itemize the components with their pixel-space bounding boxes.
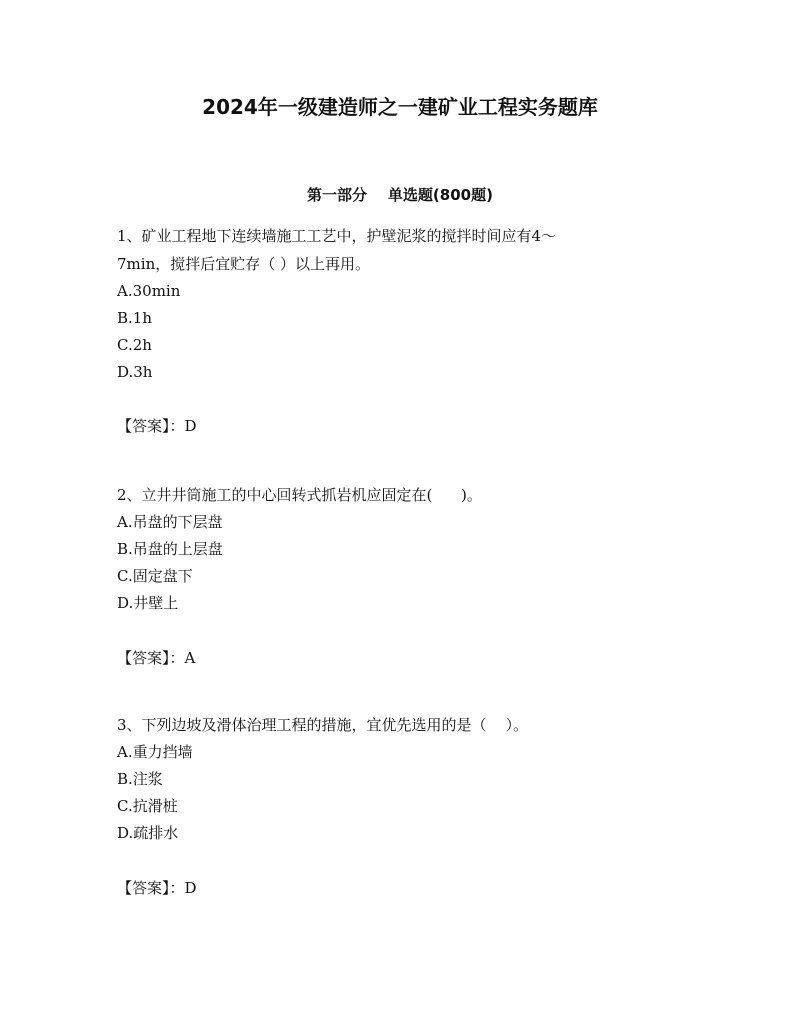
question-2-answer: 【答案】：A [117, 649, 196, 667]
question-2-option-d: D.井壁上 [117, 594, 179, 612]
question-1-option-c: C.2h [117, 336, 152, 354]
question-3-text: 3、下列边坡及滑体治理工程的措施，宜优先选用的是（ ）。 [117, 716, 529, 734]
question-1-answer: 【答案】：D [117, 417, 197, 435]
section-heading: 第一部分 单选题(800题) [307, 186, 493, 204]
question-3-option-c: C.抗滑桩 [117, 797, 178, 815]
question-1-option-d: D.3h [117, 363, 153, 381]
question-1 [117, 222, 677, 386]
question-3 [117, 711, 677, 847]
question-3-option-a: A.重力挡墙 [117, 743, 193, 761]
question-2-option-c: C.固定盘下 [117, 567, 193, 585]
question-3-option-b: B.注浆 [117, 770, 163, 788]
question-2-option-a: A.吊盘的下层盘 [117, 513, 223, 531]
question-1-option-b: B.1h [117, 309, 152, 327]
question-3-answer: 【答案】：D [117, 879, 197, 897]
question-3-option-d: D.疏排水 [117, 824, 179, 842]
question-2-text: 2、立井井筒施工的中心回转式抓岩机应固定在( )。 [117, 486, 482, 504]
question-1-text-line-2: 7min，搅拌后宜贮存（ ）以上再用。 [117, 255, 370, 273]
question-1-text-line-1: 1、矿业工程地下连续墙施工工艺中，护壁泥浆的搅拌时间应有4～ [117, 227, 557, 245]
question-2-option-b: B.吊盘的上层盘 [117, 540, 223, 558]
question-1-option-a: A.30min [117, 282, 181, 300]
question-2 [117, 481, 677, 617]
document-title: 2024年一级建造师之一建矿业工程实务题库 [202, 95, 598, 119]
